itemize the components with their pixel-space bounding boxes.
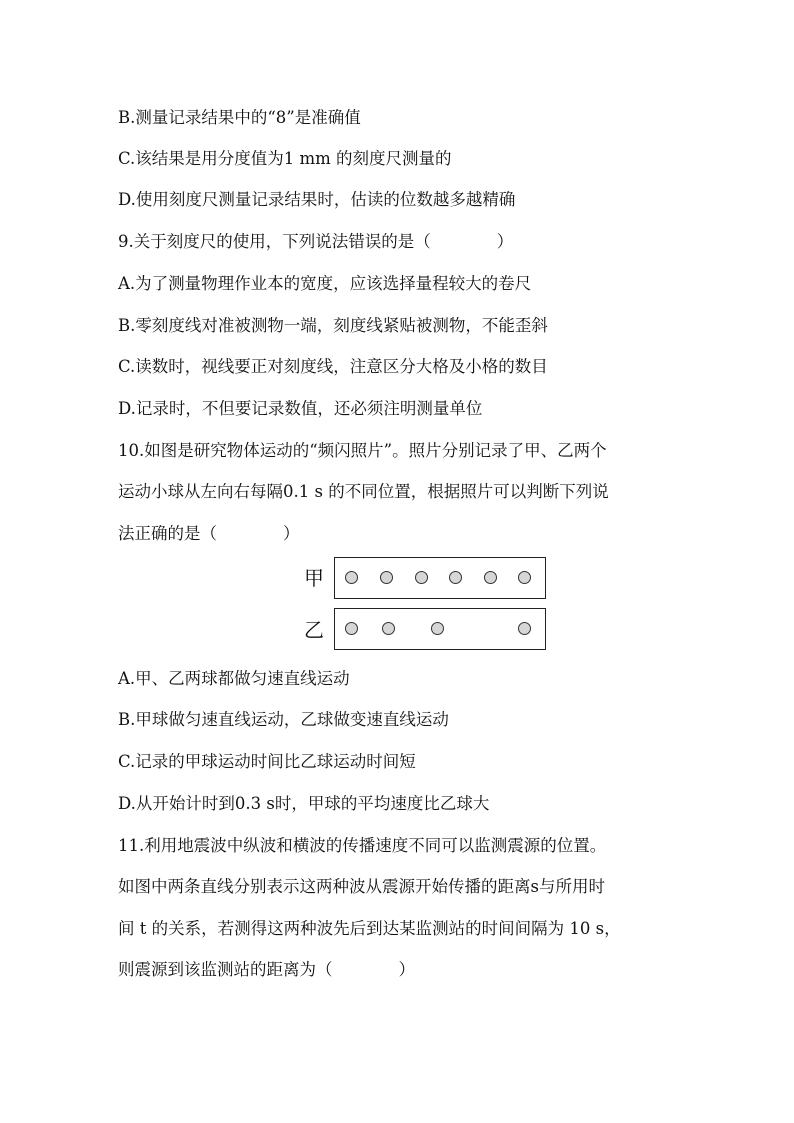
ball-jia-2 [380,571,393,584]
strip-jia [334,557,546,599]
label-jia: 甲 [304,566,324,590]
q9-option-d: D.记录时，不但要记录数值，还必须注明测量单位 [118,399,483,418]
q8-option-b: B.测量记录结果中的“8”是准确值 [118,108,361,127]
q11-stem-line1: 11.利用地震波中纵波和横波的传播速度不同可以监测震源的位置。 [118,836,607,855]
q10-option-b: B.甲球做匀速直线运动，乙球做变速直线运动 [118,710,449,729]
q11-stem-line2: 如图中两条直线分别表示这两种波从震源开始传播的距离s与所用时 [118,877,605,896]
q10-stem-line3: 法正确的是（ ） [118,524,300,543]
q10-option-c: C.记录的甲球运动时间比乙球运动时间短 [118,752,416,771]
q11-stem-line4: 则震源到该监测站的距离为（ ） [118,960,415,979]
ball-yi-3 [431,622,444,635]
ball-jia-4 [449,571,462,584]
ball-jia-5 [484,571,497,584]
ball-jia-6 [518,571,531,584]
q8-option-d: D.使用刻度尺测量记录结果时，估读的位数越多越精确 [118,190,516,209]
ball-yi-1 [345,622,358,635]
q10-option-a: A.甲、乙两球都做匀速直线运动 [118,669,350,688]
q11-stem-line3: 间 t 的关系，若测得这两种波先后到达某监测站的时间间隔为 10 s， [118,919,621,938]
q9-option-c: C.读数时，视线要正对刻度线，注意区分大格及小格的数目 [118,357,548,376]
q9-option-b: B.零刻度线对准被测物一端，刻度线紧贴被测物，不能歪斜 [118,316,548,335]
q10-stem-line2: 运动小球从左向右每隔0.1 s 的不同位置，根据照片可以判断下列说 [118,482,609,501]
q10-stem-line1: 10.如图是研究物体运动的“频闪照片”。照片分别记录了甲、乙两个 [118,441,607,460]
ball-yi-4 [518,622,531,635]
ball-yi-2 [382,622,395,635]
q9-stem: 9.关于刻度尺的使用，下列说法错误的是（ ） [118,232,514,251]
label-yi: 乙 [304,618,324,642]
ball-jia-1 [345,571,358,584]
strip-yi [334,608,546,650]
q9-option-a: A.为了测量物理作业本的宽度，应该选择量程较大的卷尺 [118,274,532,293]
q10-option-d: D.从开始计时到0.3 s时，甲球的平均速度比乙球大 [118,794,490,813]
ball-jia-3 [415,571,428,584]
q8-option-c: C.该结果是用分度值为1 mm 的刻度尺测量的 [118,149,452,168]
